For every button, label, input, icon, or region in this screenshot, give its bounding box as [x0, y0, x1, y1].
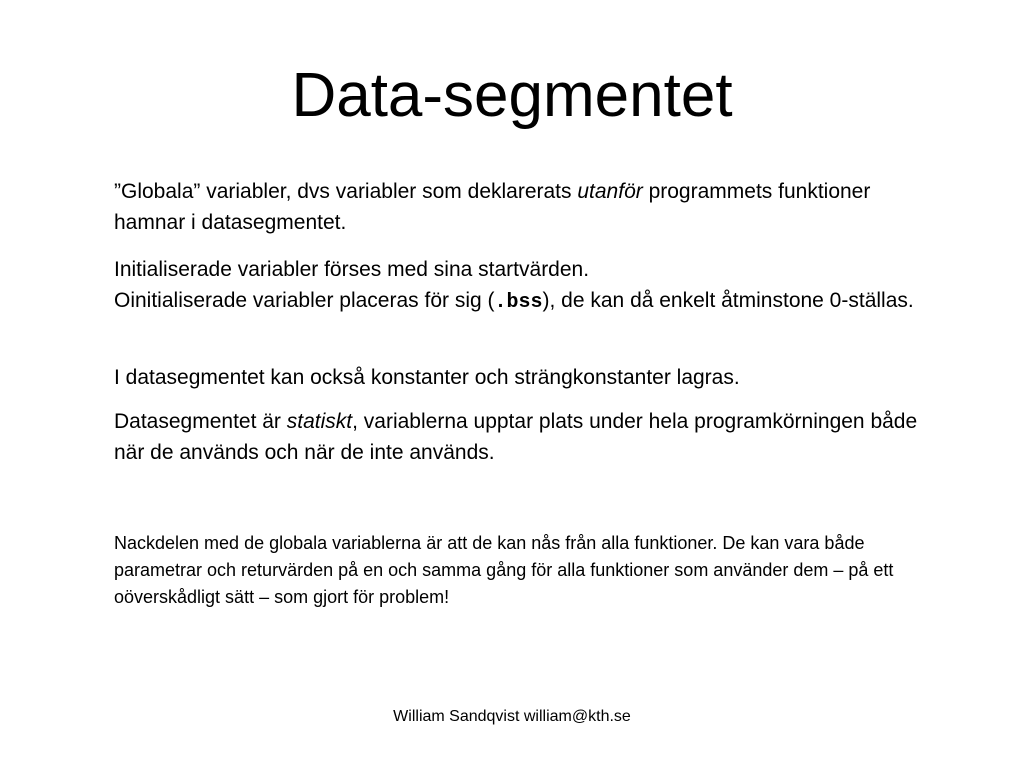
text-segment: Datasegmentet är — [114, 410, 287, 433]
emphasis-text: statiskt — [286, 410, 353, 433]
note-paragraph: Nackdelen med de globala variablerna är att de kan nås från alla funktioner. De kan vara både parametrar och returvärden på en och samma gång för alla funktioner som använder dem – på ett oöverskådligt sätt – som gjort för problem! — [114, 533, 894, 607]
text-segment: programmets funktioner hamnar i datasegmentet. — [114, 180, 871, 234]
footer-author: William Sandqvist william@kth.se — [393, 708, 631, 725]
paragraph-global-variables — [114, 176, 944, 238]
text-segment: Oinitialiserade variabler placeras för sig ( — [114, 289, 495, 312]
text-segment: , variablerna upptar plats under hela programkörningen både när de används och när de inte används. — [114, 410, 918, 464]
paragraph-static — [114, 406, 944, 468]
paragraph-constants — [114, 362, 944, 393]
text-line: Initialiserade variabler förses med sina startvärden. — [114, 258, 590, 281]
text-segment: ), de kan då enkelt åtminstone 0-ställas. — [542, 289, 914, 312]
slide-title: Data-segmentet — [291, 61, 733, 130]
text-segment: ”Globala” variabler, dvs variabler som deklarerats — [114, 180, 578, 203]
text-line: I datasegmentet kan också konstanter och strängkonstanter lagras. — [114, 366, 740, 389]
code-bss: .bss — [494, 291, 543, 314]
emphasis-text: utanför — [577, 180, 643, 203]
paragraph-initialized-variables — [114, 254, 944, 318]
